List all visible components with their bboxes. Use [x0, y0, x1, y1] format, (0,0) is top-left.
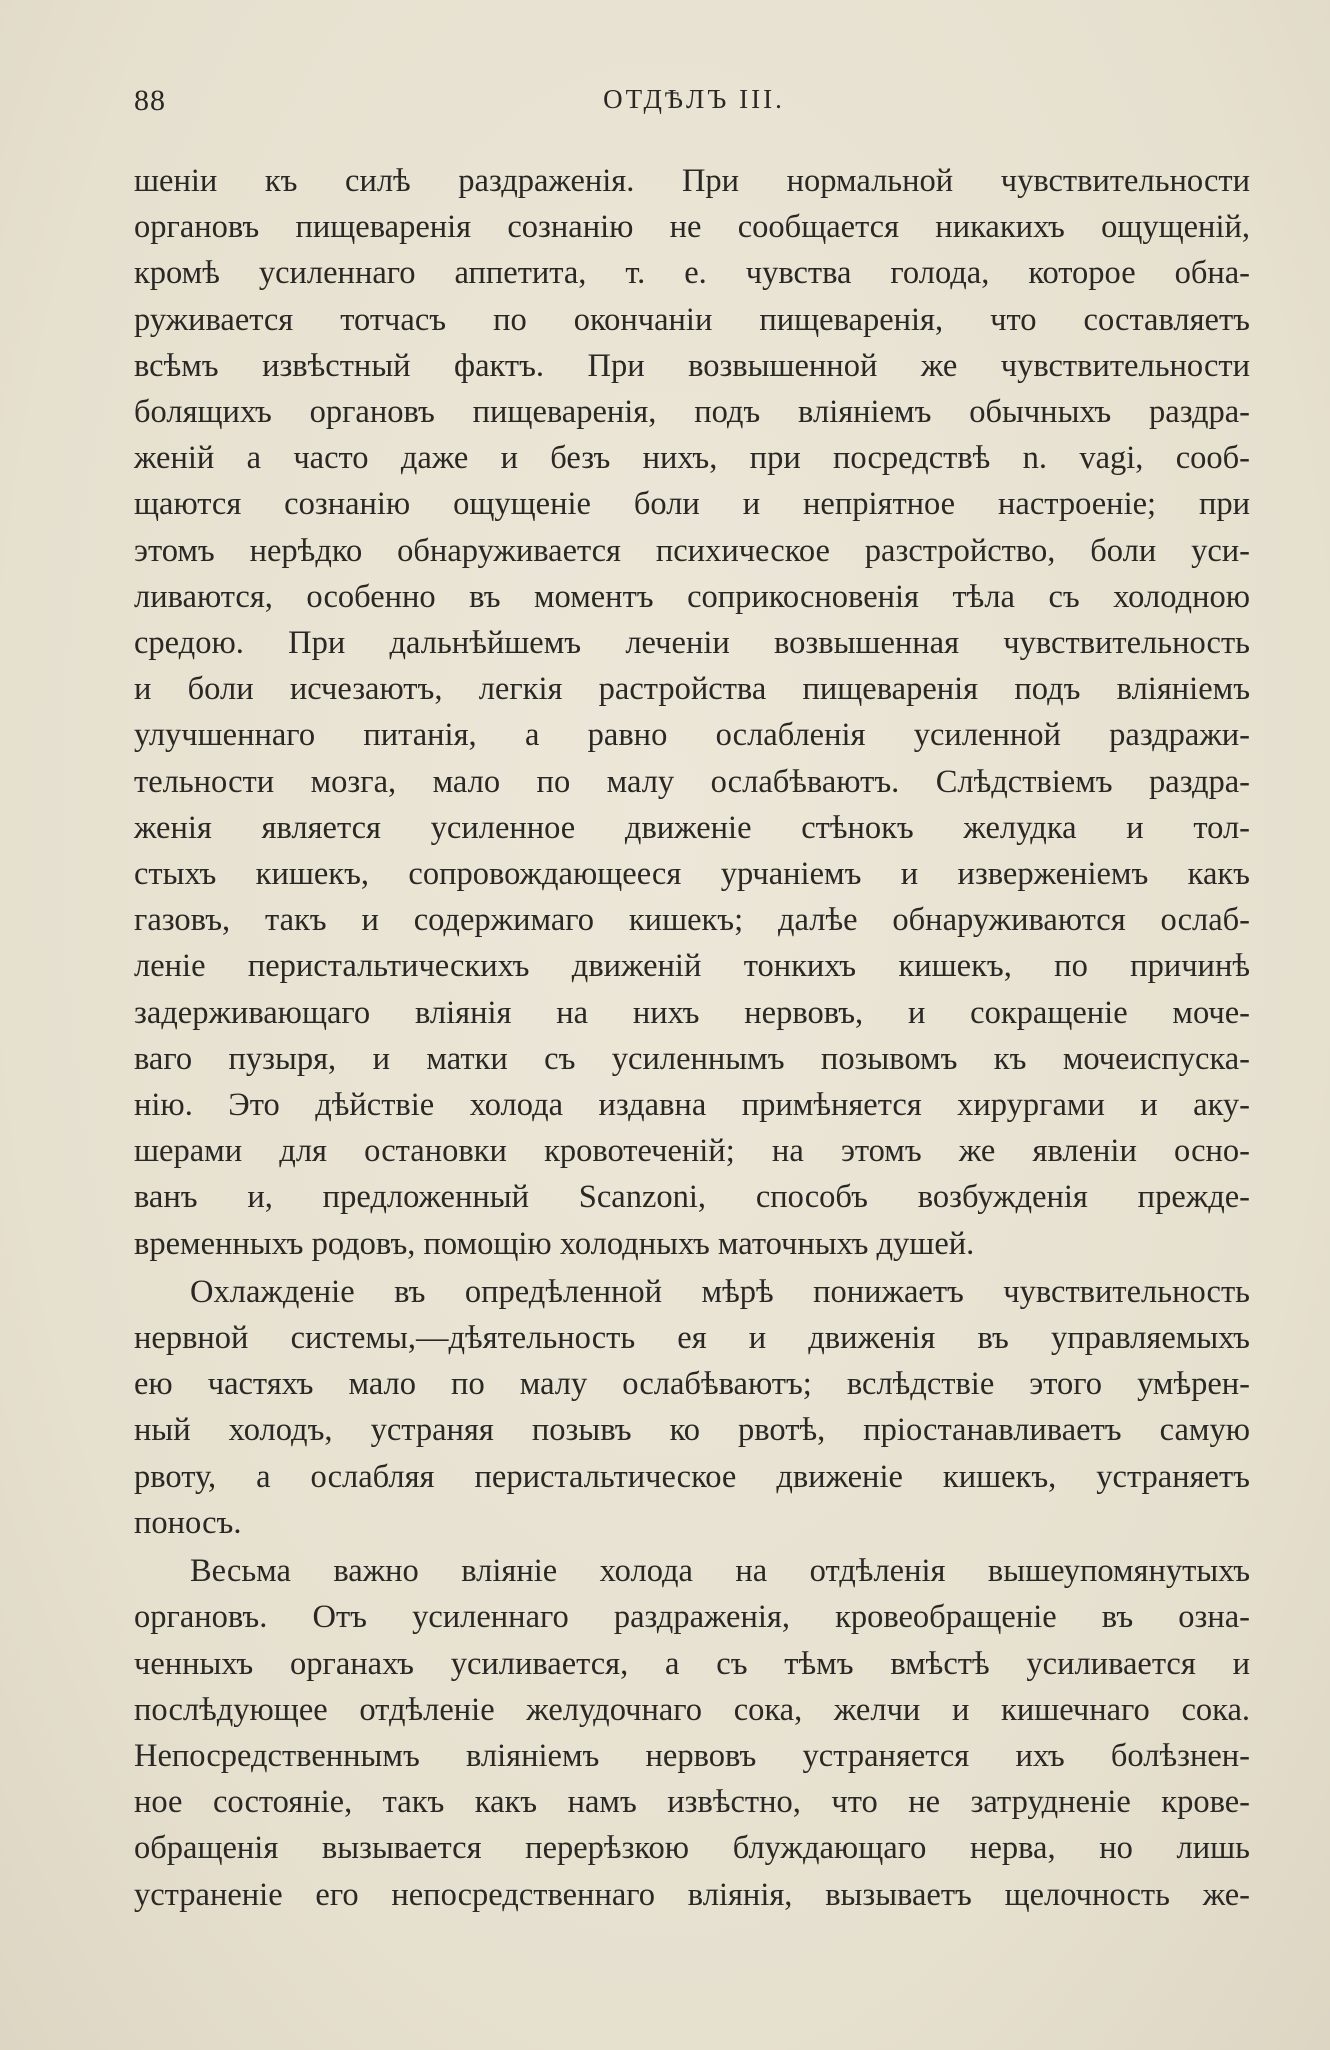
- text-line: ное состояніе, такъ какъ намъ извѣстно, что не затрудненіе крове-: [134, 1784, 1250, 1821]
- text-line: органовъ. Отъ усиленнаго раздраженія, кровеобращеніе въ озна-: [134, 1599, 1250, 1636]
- text-line: ванъ и, предложенный Scanzoni, способъ возбужденія прежде-: [134, 1179, 1250, 1216]
- text-line: и боли исчезаютъ, легкія растройства пищеваренія подъ вліяніемъ: [134, 671, 1250, 708]
- text-line: устраненіе его непосредственнаго вліянія, вызываетъ щелочность же-: [134, 1876, 1250, 1913]
- text-line: руживается тотчасъ по окончаніи пищеваренія, что составляетъ: [134, 301, 1250, 338]
- text-line: ваго пузыря, и матки съ усиленнымъ позывомъ къ мочеиспуска-: [134, 1040, 1250, 1077]
- text-line: послѣдующее отдѣленіе желудочнаго сока, желчи и кишечнаго сока.: [134, 1691, 1250, 1728]
- text-line: поносъ.: [134, 1504, 242, 1541]
- paragraph-2: [134, 1269, 1250, 1546]
- text-line: тельности мозга, мало по малу ослабѣваютъ. Слѣдствіемъ раздра-: [134, 763, 1250, 800]
- paragraph-1: [134, 158, 1250, 1267]
- text-line: кромѣ усиленнаго аппетита, т. е. чувства голода, которое обна-: [134, 255, 1250, 292]
- text-line: газовъ, такъ и содержимаго кишекъ; далѣе обнаруживаются ослаб-: [134, 902, 1250, 939]
- body-text: [134, 158, 1250, 1918]
- text-line: задерживающаго вліянія на нихъ нервовъ, и сокращеніе моче-: [134, 994, 1250, 1031]
- text-line: средою. При дальнѣйшемъ леченіи возвышенная чувствительность: [134, 625, 1250, 662]
- text-line: ливаются, особенно въ моментъ соприкосновенія тѣла съ холодною: [134, 578, 1250, 615]
- text-line: ный холодъ, устраняя позывъ ко рвотѣ, пріостанавливаетъ самую: [134, 1412, 1250, 1449]
- text-line: органовъ пищеваренія сознанію не сообщается никакихъ ощущеній,: [134, 209, 1250, 246]
- text-line: всѣмъ извѣстный фактъ. При возвышенной же чувствительности: [134, 347, 1250, 384]
- running-head: ОТДѢЛЪ III.: [603, 84, 785, 114]
- text-line: нію. Это дѣйствіе холода издавна примѣняется хирургами и аку-: [134, 1087, 1250, 1124]
- text-line: Весьма важно вліяніе холода на отдѣленія вышеупомянутыхъ: [190, 1553, 1250, 1590]
- text-line: стыхъ кишекъ, сопровождающееся урчаніемъ и изверженіемъ какъ: [134, 856, 1250, 893]
- text-line: Непосредственнымъ вліяніемъ нервовъ устраняется ихъ болѣзнен-: [134, 1737, 1250, 1774]
- text-line: болящихъ органовъ пищеваренія, подъ вліяніемъ обычныхъ раздра-: [134, 394, 1250, 431]
- text-line: ченныхъ органахъ усиливается, а съ тѣмъ вмѣстѣ усиливается и: [134, 1645, 1250, 1682]
- text-line: женія является усиленное движеніе стѣнокъ желудка и тол-: [134, 809, 1250, 846]
- text-line: этомъ нерѣдко обнаруживается психическое разстройство, боли уси-: [134, 532, 1250, 569]
- text-line: улучшеннаго питанія, а равно ослабленія усиленной раздражи-: [134, 717, 1250, 754]
- text-line: леніе перистальтическихъ движеній тонкихъ кишекъ, по причинѣ: [134, 948, 1250, 985]
- text-line: женій а часто даже и безъ нихъ, при посредствѣ n. vagi, сооб-: [134, 440, 1250, 477]
- text-line: обращенія вызывается перерѣзкою блуждающаго нерва, но лишь: [134, 1830, 1250, 1867]
- text-line: ею частяхъ мало по малу ослабѣваютъ; вслѣдствіе этого умѣрен-: [134, 1366, 1250, 1403]
- text-line: шерами для остановки кровотеченій; на этомъ же явленіи осно-: [134, 1133, 1250, 1170]
- text-line: временныхъ родовъ, помощію холодныхъ маточныхъ душей.: [134, 1225, 975, 1262]
- text-line: щаются сознанію ощущеніе боли и непріятное настроеніе; при: [134, 486, 1250, 523]
- paragraph-3: [134, 1548, 1250, 1918]
- text-line: рвоту, а ослабляя перистальтическое движеніе кишекъ, устраняетъ: [134, 1458, 1250, 1495]
- page-header: [134, 84, 1254, 124]
- text-line: шеніи къ силѣ раздраженія. При нормальной чувствительности: [134, 163, 1250, 199]
- page-number: 88: [134, 84, 166, 117]
- text-line: нервной системы,—дѣятельность ея и движенія въ управляемыхъ: [134, 1320, 1250, 1357]
- text-line: Охлажденіе въ опредѣленной мѣрѣ понижаетъ чувствительность: [190, 1273, 1250, 1310]
